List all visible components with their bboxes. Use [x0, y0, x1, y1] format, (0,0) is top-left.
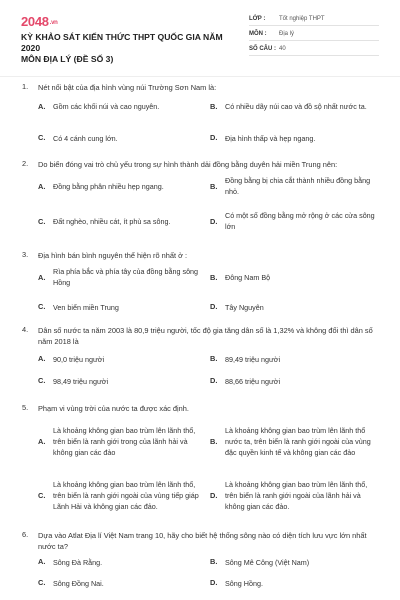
question-text: Do biển đóng vai trò chủ yếu trong sự hình thành dải đồng bằng duyên hải miền Trung nên: — [38, 160, 338, 169]
option-text: Ven biển miền Trung — [53, 303, 119, 312]
exam-title — [21, 32, 241, 65]
option-text: Tây Nguyên — [225, 303, 264, 312]
question-number: 4. — [22, 325, 29, 334]
meta-value: 40 — [279, 46, 286, 52]
option-text: Có một số đồng bằng mở rộng ở các cửa sông lớn — [225, 211, 375, 231]
option-text: Gồm các khối núi và cao nguyên. — [53, 101, 160, 111]
option-text: 98,49 triệu người — [53, 377, 109, 386]
option-c[interactable] — [38, 578, 203, 589]
option-letter: A. — [38, 272, 46, 282]
option-text: Sông Đồng Nai. — [53, 579, 104, 588]
meta-subject — [249, 28, 379, 41]
option-d[interactable] — [210, 302, 375, 313]
logo-main: 2048 — [21, 14, 49, 29]
option-letter: D. — [210, 578, 218, 587]
question-text: Dân số nước ta năm 2003 là 80,9 triệu người, tốc độ gia tăng dân số là 1,32% và không đổi thì dân số năm 2018 là — [38, 326, 373, 346]
option-b[interactable] — [210, 557, 375, 568]
option-c[interactable] — [38, 302, 203, 313]
site-logo[interactable] — [21, 14, 58, 29]
option-text: Đồng bằng phân nhiều hẹp ngang. — [53, 181, 164, 191]
option-letter: A. — [38, 101, 46, 111]
option-letter: C. — [38, 578, 46, 587]
option-text: Đất nghèo, nhiều cát, ít phù sa sông. — [53, 216, 171, 226]
option-letter: C. — [38, 133, 46, 142]
option-b[interactable] — [210, 174, 375, 198]
option-d[interactable] — [210, 209, 375, 233]
option-text: Có 4 cánh cung lớn. — [53, 134, 118, 143]
question-text: Địa hình bán bình nguyên thể hiện rõ nhất ở : — [38, 251, 188, 260]
option-a[interactable] — [38, 557, 203, 568]
option-text: 88,66 triệu người — [225, 377, 281, 386]
option-letter: C. — [38, 216, 46, 226]
option-letter: C. — [38, 490, 46, 500]
exam-meta — [249, 13, 379, 58]
meta-label: LỚP : — [249, 16, 266, 22]
option-letter: B. — [210, 436, 218, 446]
option-c[interactable] — [38, 133, 203, 144]
option-letter: B. — [210, 101, 218, 111]
exam-title-line1: KỲ KHẢO SÁT KIẾN THỨC THPT QUỐC GIA NĂM 2020 — [21, 32, 223, 53]
question-text: Dựa vào Atlat Địa lí Việt Nam trang 10, hãy cho biết hệ thống sông nào có diện tích lưu vực lớn nhất nước ta? — [38, 531, 367, 551]
option-letter: A. — [38, 557, 46, 566]
question-number: 3. — [22, 250, 29, 259]
option-text: Là khoảng không gian bao trùm lên lãnh thổ, trên biển là ranh giới ngoài của lãnh hải và không gian các đảo. — [225, 479, 368, 511]
option-d[interactable] — [210, 133, 378, 144]
question-number: 2. — [22, 159, 29, 168]
option-text: Là khoảng không gian bao trùm lên lãnh thổ, trên biển là ranh giới trong của lãnh hải và không gian các đảo — [53, 425, 196, 457]
option-text: Sông Mê Công (Việt Nam) — [225, 558, 310, 567]
option-text: Địa hình thấp và hẹp ngang. — [225, 134, 316, 143]
option-d[interactable] — [210, 376, 375, 387]
question-text: Nét nổi bật của địa hình vùng núi Trường Sơn Nam là: — [38, 83, 217, 92]
option-text: Đồng bằng bị chia cắt thành nhiều đồng bằng nhỏ. — [225, 176, 371, 196]
option-text: 90,0 triệu người — [53, 355, 105, 364]
meta-class — [249, 13, 379, 26]
meta-value: Địa lý — [279, 31, 295, 37]
option-letter: B. — [210, 181, 218, 191]
option-text: Sông Hồng. — [225, 579, 263, 588]
option-a[interactable] — [38, 265, 203, 289]
option-b[interactable] — [210, 265, 375, 289]
option-letter: B. — [210, 354, 218, 363]
meta-label: SỐ CÂU : — [249, 46, 276, 52]
option-c[interactable] — [38, 376, 203, 387]
option-a[interactable] — [38, 417, 198, 465]
option-b[interactable] — [210, 354, 375, 365]
option-b[interactable] — [210, 417, 375, 465]
option-letter: B. — [210, 557, 218, 566]
option-letter: D. — [210, 376, 218, 385]
question-text: Phạm vi vùng trời của nước ta được xác định. — [38, 404, 189, 413]
option-letter: B. — [210, 272, 218, 282]
option-letter: D. — [210, 302, 218, 311]
question-number: 5. — [22, 403, 29, 412]
option-letter: D. — [210, 133, 218, 142]
meta-value: Tốt nghiệp THPT — [279, 16, 325, 22]
meta-label: MÔN : — [249, 31, 267, 37]
option-text: 89,49 triệu người — [225, 355, 281, 364]
option-text: Sông Đà Rằng. — [53, 558, 103, 567]
exam-header — [0, 0, 400, 74]
question-number: 6. — [22, 530, 29, 539]
exam-title-line2: MÔN ĐỊA LÝ (ĐỀ SỐ 3) — [21, 54, 114, 64]
option-b[interactable] — [210, 94, 378, 118]
option-letter: A. — [38, 436, 46, 446]
option-d[interactable] — [210, 477, 375, 513]
question-number: 1. — [22, 82, 29, 91]
option-letter: C. — [38, 376, 46, 385]
option-a[interactable] — [38, 354, 203, 365]
option-text: Là khoảng không gian bao trùm lên lãnh thổ, trên biển là ranh giới ngoài của vùng tiếp giáp Lãnh Hải và không gian các đảo. — [53, 479, 199, 511]
option-letter: D. — [210, 216, 218, 226]
option-a[interactable] — [38, 94, 203, 118]
option-text: Là khoảng không gian bao trùm lên lãnh thổ nước ta, trên biển là ranh giới ngoài của vùng đặc quyền kinh tế và không gian các đảo — [225, 425, 371, 457]
logo-suffix: .vn — [49, 20, 58, 26]
option-d[interactable] — [210, 578, 375, 589]
option-letter: C. — [38, 302, 46, 311]
option-text: Có nhiều dãy núi cao và đồ sộ nhất nước ta. — [225, 101, 367, 111]
option-letter: A. — [38, 181, 46, 191]
option-text: Đông Nam Bộ — [225, 272, 271, 282]
meta-question-count — [249, 43, 379, 56]
header-divider — [0, 76, 400, 77]
option-letter: A. — [38, 354, 46, 363]
option-letter: D. — [210, 490, 218, 500]
option-c[interactable] — [38, 209, 203, 233]
option-text: Rìa phía bắc và phía tây của đồng bằng sông Hồng — [53, 267, 199, 287]
option-c[interactable] — [38, 477, 203, 513]
option-a[interactable] — [38, 174, 203, 198]
